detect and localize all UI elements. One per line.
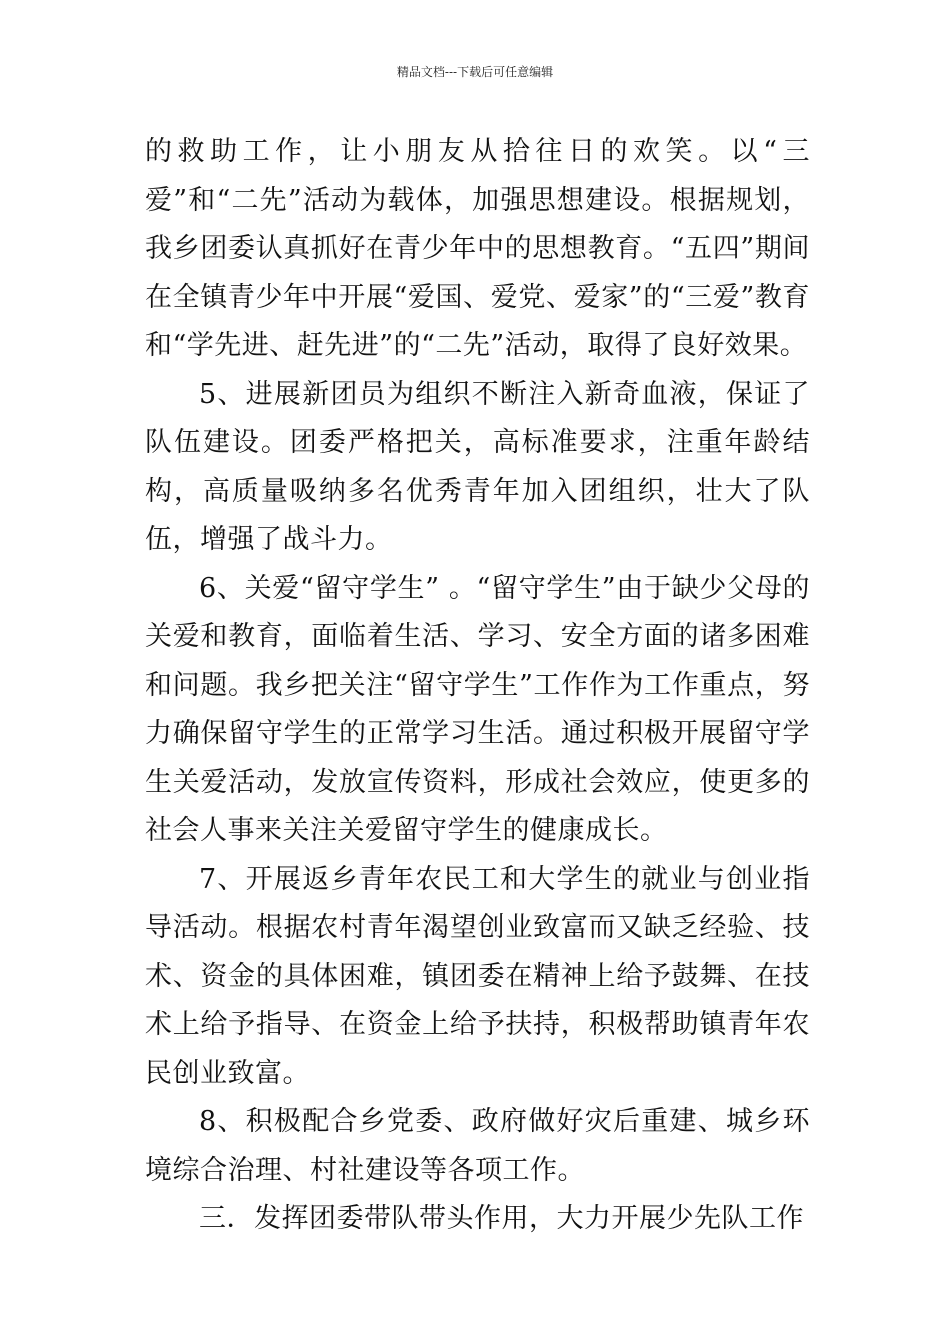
- paragraph-item-7: 7、开展返乡青年农民工和大学生的就业与创业指导活动。根据农村青年渴望创业致富而又缺乏经验、技术、资金的具体困难，镇团委在精神上给予鼓舞、在技术上给予指导、在资金上给予扶持，积极帮助镇青年农民创业致富。: [145, 863, 810, 1089]
- section-heading-3: 三．发挥团委带队带头作用，大力开展少先队工作: [199, 1203, 804, 1234]
- document-body: [145, 128, 810, 1244]
- page-header: 精品文档---下载后可任意编辑: [396, 65, 554, 79]
- paragraph-item-5: 5、进展新团员为组织不断注入新奇血液，保证了队伍建设。团委严格把关，高标准要求，注重年龄结构，高质量吸纳多名优秀青年加入团组织，壮大了队伍，增强了战斗力。: [145, 378, 810, 555]
- paragraph-continuation: 的救助工作，让小朋友从拾往日的欢笑。以“三爱”和“二先”活动为载体，加强思想建设。根据规划，我乡团委认真抓好在青少年中的思想教育。“五四”期间在全镇青少年中开展“爱国、爱党、爱家”的“三爱”教育和“学先进、赶先进”的“二先”活动，取得了良好效果。: [145, 136, 810, 361]
- paragraph-item-6: 6、关爱“留守学生” 。“留守学生”由于缺少父母的关爱和教育，面临着生活、学习、安全方面的诸多困难和问题。我乡把关注“留守学生”工作作为工作重点，努力确保留守学生的正常学习生活。通过积极开展留守学生关爱活动，发放宣传资料，形成社会效应，使更多的社会人事来关注关爱留守学生的健康成长。: [145, 572, 810, 846]
- paragraph-item-8: 8、积极配合乡党委、政府做好灾后重建、城乡环境综合治理、村社建设等各项工作。: [145, 1106, 810, 1186]
